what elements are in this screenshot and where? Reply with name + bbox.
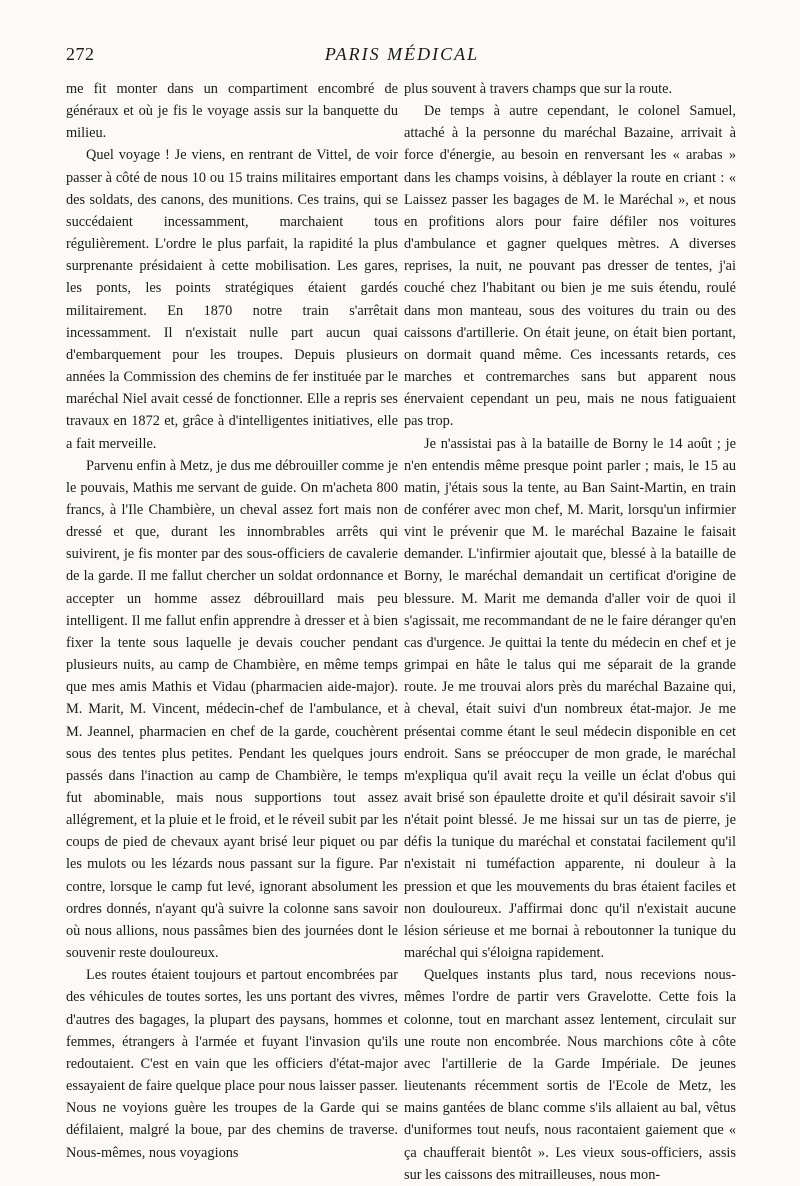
paragraph: De temps à autre cependant, le colonel Samuel, attaché à la personne du maréchal Bazaine, arrivait à force d'énergie, au besoin en renversant les « arabas » dans les champs voisins, à déblayer la route en criant : « Laissez passer les bagages de M. le Maréchal », et nous en profitions alors pour faire défiler nos voitures d'ambulance et gagner quelques mètres. A diverses reprises, la nuit, ne pouvant pas dresser de tentes, j'ai couché chez l'habitant ou bien je me suis étendu, roulé dans mon manteau, sous des voitures du train ou des caissons d'artillerie. On était jeune, on était bien portant, on dormait quand même. Ces incessants retards, ces marches et contremarches sans but apparent nous énervaient cependant un peu, mais ne nous fatiguaient pas trop. (404, 103, 736, 430)
paragraph: Je n'assistai pas à la bataille de Borny le 14 août ; je n'en entendis même presque point parler ; mais, le 15 au matin, j'étais sous la tente, au Ban Saint-Martin, en train de conférer avec mon chef, M. Marit, lorsqu'un infirmier vint le prévenir que M. le maréchal Bazaine le faisait demander. L'infirmier ajoutait que, blessé à la bataille de Borny, le maréchal demandait un certificat d'origine de blessure. M. Marit me demanda d'aller voir de quoi il s'agissait, me recommandant de ne le faire déranger qu'en cas d'urgence. Je quittai la tente du médecin en chef et je grimpai en hâte le talus qui me séparait de la grande route. Je me trouvai alors près du maréchal Bazaine qui, à cheval, était suivi d'un nombreux état-major. Je me présentai comme étant le seul médecin disponible en cet endroit. Sans se préoccuper de mon grade, le maréchal m'expliqua qu'il avait reçu la veille un éclat d'obus qui avait brisé son épaulette droite et qu'il désirait savoir s'il n'était point blessé. Je me hissai sur un tas de pierre, je défis la tunique du maréchal et constatai facilement qu'il n'existait ni tuméfaction apparente, ni douleur à la pression et que les mouvements du bras étaient faciles et non douloureux. J'affirmai donc qu'il n'existait aucune lésion sérieuse et me bornai à reboutonner la tunique du maréchal qui s'éloigna rapidement. (404, 435, 736, 962)
paragraph: Parvenu enfin à Metz, je dus me débrouiller comme je le pouvais, Mathis me servant de guide. On m'acheta 800 francs, à l'Ile Chambière, un cheval assez fort mais non dressé et que, durant les innombrables arrêts qui suivirent, je fis monter par des sous-officiers de cavalerie de la garde. Il me fallut chercher un soldat ordonnance et accepter un homme assez débrouillard mais peu intelligent. Il me fallut enfin apprendre à dresser et à bien fixer la tente sous laquelle je devais coucher pendant plusieurs nuits, au camp de Chambière, en même temps que mes amis Mathis et Vidau (pharmacien aide-major). M. Marit, M. Vincent, médecin-chef de l'ambulance, et M. Jeannel, pharmacien en chef de la garde, couchèrent sous des tentes plus petites. Pendant les quelques jours passés dans l'inaction au camp de Chambière, le temps fut abominable, mais nous supportions tout assez allégrement, et la pluie et le froid, et le réveil subit par les coups de pied de chevaux ayant brisé leur piquet ou par les mulots ou les lézards nous passant sur la figure. Par contre, lorsque le camp fut levé, ignorant absolument les ordres donnés, n'ayant qu'à suivre la colonne sans savoir où nous allions, nous passâmes bien des journées dont le souvenir reste douloureux. (66, 457, 398, 962)
running-title: PARIS MÉDICAL (324, 44, 480, 64)
paragraph: Quel voyage ! Je viens, en rentrant de Vittel, de voir passer à côté de nous 10 ou 15 trains militaires emportant des soldats, des canons, des munitions. Ces trains, qui se succédaient incessamment, marchaient tous régulièrement. L'ordre le plus parfait, la rapidité la plus surprenante présidaient à cette mobilisation. Les gares, les ponts, les points stratégiques étaient gardés militairement. En 1870 notre train s'arrêtait incessamment. Il n'existait nulle part aucun quai d'embarquement pour les troupes. Depuis plusieurs années la Commission des chemins de fer instituée par le maréchal Niel avait cessé de fonctionner. Elle a repris ses travaux en 1872 et, grâce à d'intelligentes initiatives, elle a fait merveille. (66, 147, 398, 452)
page-number: 272 (66, 44, 95, 64)
page-header (66, 44, 738, 68)
paragraph: Quelques instants plus tard, nous recevions nous-mêmes l'ordre de partir vers Gravelotte. Cette fois la colonne, tout en marchant assez lentement, circulait sur une route non encombrée. Nous marchions côte à côte avec l'artillerie de la Garde Impériale. De jeunes lieutenants récemment sortis de l'Ecole de Metz, les mains gantées de blanc comme s'ils allaient au bal, vêtus d'uniformes tout neufs, nous racontaient gaiement que « ça chaufferait bientôt ». Les vieux sous-officiers, assis sur les caissons des mitrailleuses, nous mon- (404, 967, 736, 1183)
right-column (404, 78, 736, 1186)
paragraph: plus souvent à travers champs que sur la route. (404, 81, 673, 97)
left-column (66, 78, 398, 1164)
paragraph: Les routes étaient toujours et partout encombrées par des véhicules de toutes sortes, les uns portant des vivres, d'autres des bagages, la plupart des paysans, hommes et femmes, étrangers à l'armée et fuyant l'invasion qu'ils redoutaient. C'est en vain que les officiers d'état-major essayaient de faire quelque place pour nous laisser passer. Nous ne voyions guère les troupes de la Garde qui se défilaient, malgré la boue, par des chemins de traverse. Nous-mêmes, nous voyagions (66, 967, 398, 1161)
paragraph: me fit monter dans un compartiment encombré de généraux et où je fis le voyage assis sur la banquette du milieu. (66, 81, 398, 142)
